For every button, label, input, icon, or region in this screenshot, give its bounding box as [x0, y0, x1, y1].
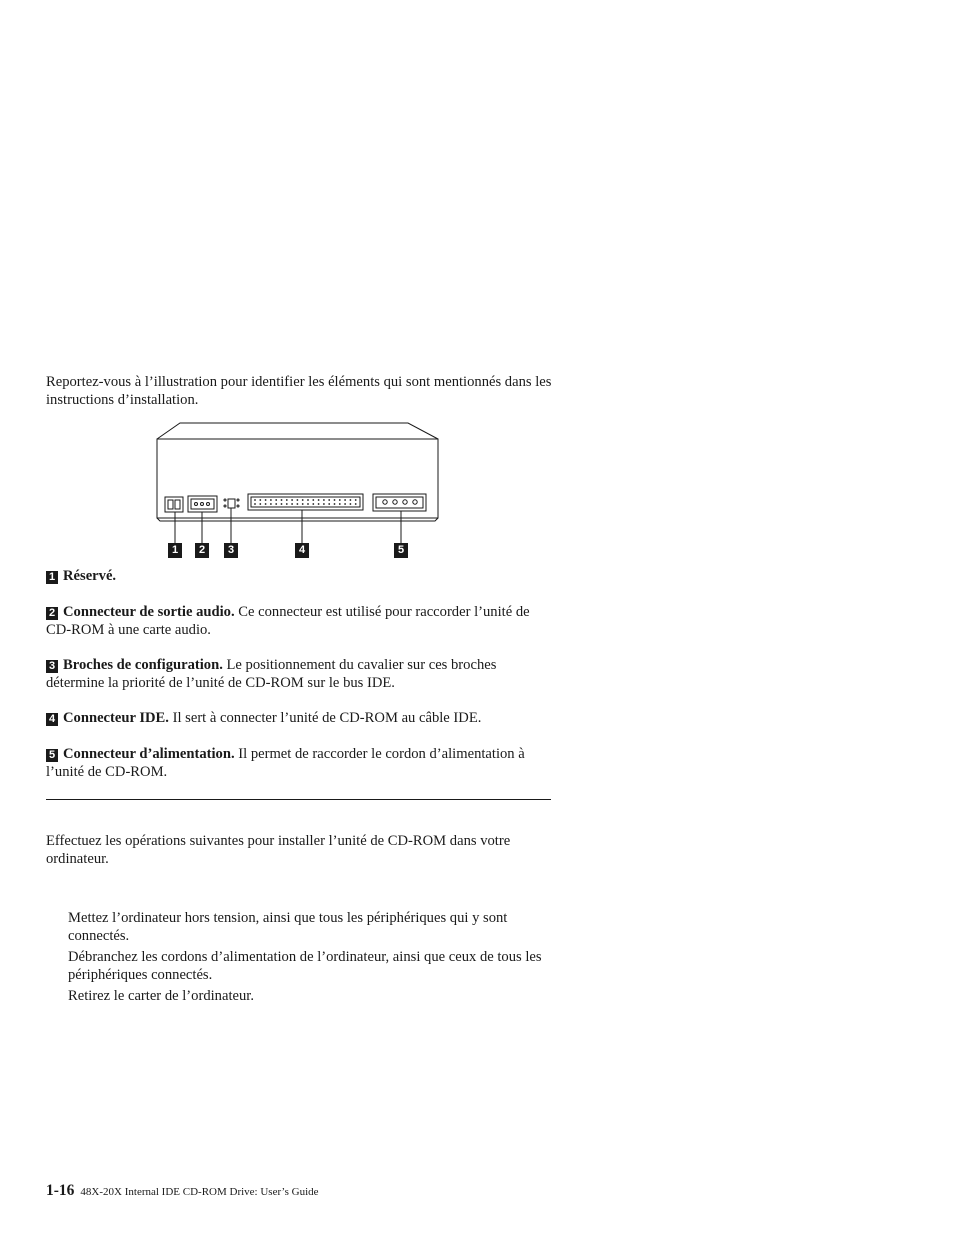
- legend-number-badge: 4: [46, 713, 58, 726]
- drive-rear-illustration: [150, 420, 450, 570]
- step-item: Mettez l’ordinateur hors tension, ainsi que tous les périphériques qui y sont connectés.: [68, 910, 508, 944]
- legend-number-badge: 1: [46, 571, 58, 584]
- callout-2: 2: [195, 543, 209, 558]
- callout-5: 5: [394, 543, 408, 558]
- legend-text: Le positionnement du cavalier sur ces broches détermine la priorité de l’unité de CD-ROM sur le bus IDE.: [46, 657, 497, 691]
- callout-4: 4: [295, 543, 309, 558]
- legend-title: Broches de configuration.: [63, 657, 223, 673]
- callout-1: 1: [168, 543, 182, 558]
- legend-item: [46, 709, 552, 727]
- legend-number-badge: 2: [46, 607, 58, 620]
- legend-title: Connecteur d’alimentation.: [63, 746, 235, 762]
- callout-3: 3: [224, 543, 238, 558]
- legend-item: [46, 567, 552, 585]
- legend-number-badge: 5: [46, 749, 58, 762]
- legend-text: Il sert à connecter l’unité de CD-ROM au câble IDE.: [168, 710, 482, 726]
- page-number: 1-16: [46, 1182, 75, 1199]
- legend-item: [46, 656, 552, 692]
- legend-text: Il permet de raccorder le cordon d’alimentation à l’unité de CD-ROM.: [46, 746, 525, 780]
- legend-title: Connecteur de sortie audio.: [63, 604, 235, 620]
- page-footer: [46, 1182, 319, 1201]
- legend-text: Ce connecteur est utilisé pour raccorder l’unité de CD-ROM à une carte audio.: [46, 604, 530, 638]
- legend-item: [46, 603, 552, 639]
- intro-paragraph: Reportez-vous à l’illustration pour identifier les éléments qui sont mentionnés dans les instructions d’installation.: [46, 374, 552, 408]
- section-divider: [46, 799, 551, 800]
- legend-title: Connecteur IDE.: [63, 710, 169, 726]
- step-item: Retirez le carter de l’ordinateur.: [68, 988, 254, 1004]
- legend-item: [46, 745, 552, 781]
- book-title: 48X-20X Internal IDE CD-ROM Drive: User’s Guide: [80, 1186, 319, 1198]
- step-item: Débranchez les cordons d’alimentation de l’ordinateur, ainsi que ceux de tous les périphériques connectés.: [68, 949, 542, 983]
- legend-number-badge: 3: [46, 660, 58, 673]
- section-intro-paragraph: Effectuez les opérations suivantes pour installer l’unité de CD-ROM dans votre ordinateur.: [46, 833, 511, 867]
- legend-title: Réservé.: [63, 568, 117, 584]
